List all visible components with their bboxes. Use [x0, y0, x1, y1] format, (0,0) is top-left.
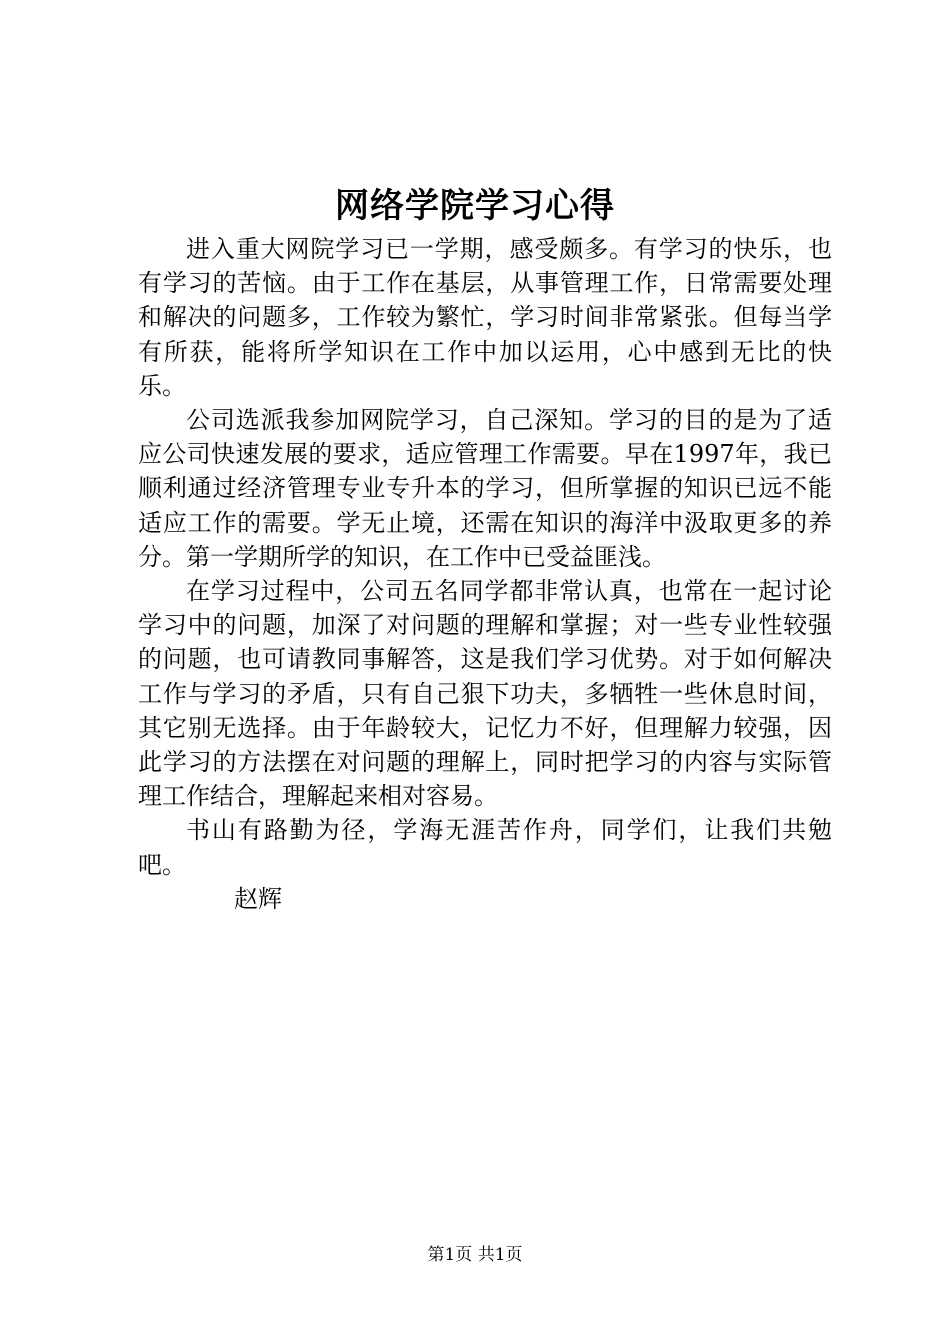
- paragraph-2: 公司选派我参加网院学习，自己深知。学习的目的是为了适应公司快速发展的要求，适应管理工作需要。早在1997年，我已顺利通过经济管理专业专升本的学习，但所掌握的知识已远不能适应工作的需要。学无止境，还需在知识的海洋中汲取更多的养分。第一学期所学的知识，在工作中已受益匪浅。: [138, 406, 832, 571]
- document-body: [138, 232, 832, 916]
- paragraph-1: 进入重大网院学习已一学期，感受颇多。有学习的快乐，也有学习的苦恼。由于工作在基层，从事管理工作，日常需要处理和解决的问题多，工作较为繁忙，学习时间非常紧张。但每当学有所获，能将所学知识在工作中加以运用，心中感到无比的快乐。: [138, 235, 832, 400]
- paragraph-3: 在学习过程中，公司五名同学都非常认真，也常在一起讨论学习中的问题，加深了对问题的理解和掌握；对一些专业性较强的问题，也可请教同事解答，这是我们学习优势。对于如何解决工作与学习的矛盾，只有自己狠下功夫，多牺牲一些休息时间，其它别无选择。由于年龄较大，记忆力不好，但理解力较强，因此学习的方法摆在对问题的理解上，同时把学习的内容与实际管理工作结合，理解起来相对容易。: [138, 577, 832, 811]
- author-signature: 赵辉: [234, 884, 282, 913]
- paragraph-4: 书山有路勤为径，学海无涯苦作舟，同学们，让我们共勉吧。: [138, 816, 832, 879]
- document-title: 网络学院学习心得: [335, 186, 615, 226]
- page-footer: 第1页 共1页: [427, 1245, 523, 1265]
